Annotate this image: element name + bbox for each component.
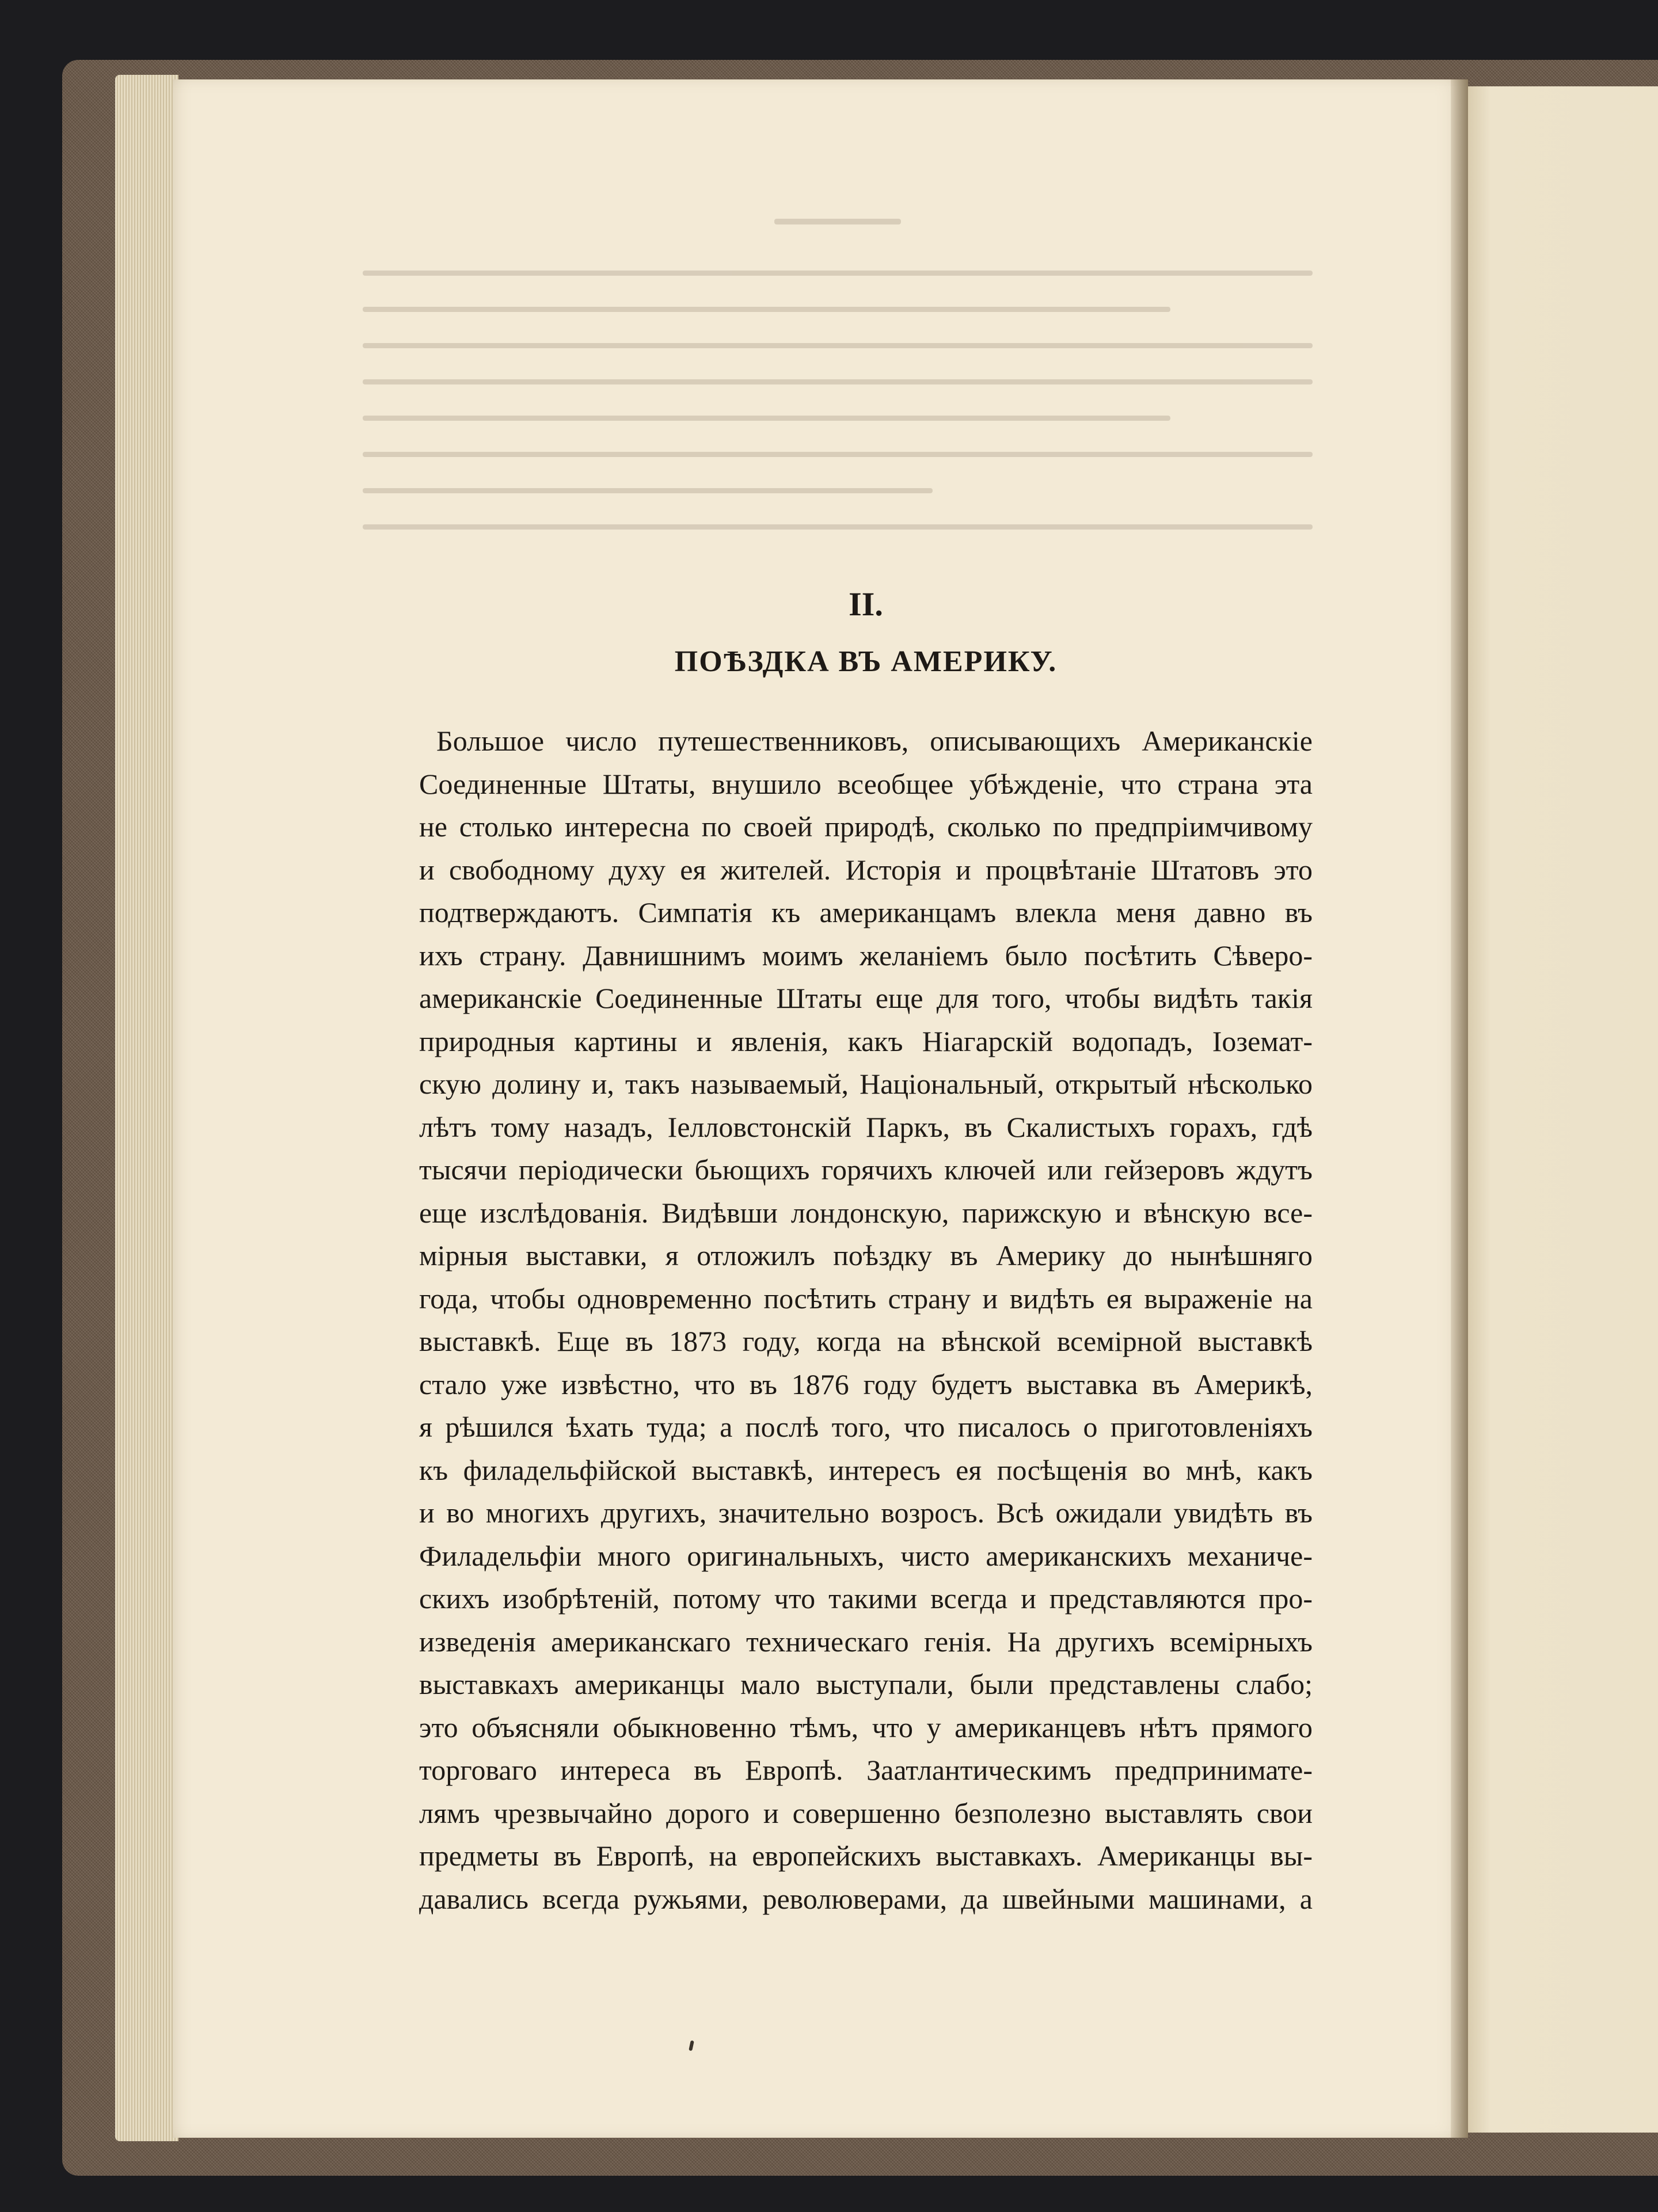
- text-block: [419, 581, 1313, 1920]
- text-line: не столько интересна по своей природѣ, сколько по предпріимчивому: [419, 810, 1313, 843]
- text-line: стало уже извѣстно, что въ 1876 году будетъ выставка въ Америкѣ,: [419, 1368, 1313, 1400]
- page-edges: [115, 75, 178, 2141]
- text-line: природныя картины и явленія, какъ Ніагарскій водопадъ, Іоземат-: [419, 1025, 1313, 1057]
- facing-page: [1468, 86, 1658, 2133]
- text-line: скихъ изобрѣтеній, потому что такими всегда и представляются про-: [419, 1582, 1313, 1615]
- text-line: лямъ чрезвычайно дорого и совершенно безполезно выставлять свои: [419, 1796, 1313, 1829]
- text-line: подтверждаютъ. Симпатія къ американцамъ влекла меня давно въ: [419, 896, 1313, 928]
- text-line: американскіе Соединенные Штаты еще для того, чтобы видѣть такія: [419, 982, 1313, 1014]
- text-line: давались всегда ружьями, революверами, да швейными машинами, а: [419, 1882, 1313, 1915]
- text-line: торговаго интереса въ Европѣ. Заатлантическимъ предпринимате-: [419, 1754, 1313, 1786]
- text-line: лѣтъ тому назадъ, Іелловстонскій Паркъ, въ Скалистыхъ горахъ, гдѣ: [419, 1110, 1313, 1143]
- text-line: Большое число путешественниковъ, описывающихъ Американскіе: [436, 725, 1313, 757]
- text-line: это объясняли обыкновенно тѣмъ, что у американцевъ нѣтъ прямого: [419, 1711, 1313, 1743]
- show-through-text: [363, 219, 1313, 610]
- text-line: предметы въ Европѣ, на европейскихъ выставкахъ. Американцы вы-: [419, 1840, 1313, 1872]
- text-line: и во многихъ другихъ, значительно возросъ. Всѣ ожидали увидѣть въ: [419, 1497, 1313, 1529]
- text-line: къ филадельфійской выставкѣ, интересъ ея посѣщенія во мнѣ, какъ: [419, 1453, 1313, 1486]
- text-line: я рѣшился ѣхать туда; а послѣ того, что писалось о приготовленіяхъ: [419, 1411, 1313, 1443]
- section-title: ПОѢЗДКА ВЪ АМЕРИКУ.: [674, 645, 1058, 678]
- text-line: еще изслѣдованія. Видѣвши лондонскую, парижскую и вѣнскую все-: [419, 1196, 1313, 1229]
- text-line: года, чтобы одновременно посѣтить страну и видѣть ея выраженіе на: [419, 1282, 1313, 1315]
- text-line: Филадельфіи много оригинальныхъ, чисто американскихъ механиче-: [419, 1539, 1313, 1572]
- body-paragraph: [419, 719, 1313, 1920]
- text-line: и свободному духу ея жителей. Исторія и процвѣтаніе Штатовъ это: [419, 853, 1313, 886]
- page-gutter: [1451, 79, 1468, 2138]
- text-line: скую долину и, такъ называемый, Національный, открытый нѣсколько: [419, 1068, 1313, 1100]
- text-line: ихъ страну. Давнишнимъ моимъ желаніемъ было посѣтить Сѣверо-: [419, 939, 1313, 972]
- section-number: II.: [849, 585, 883, 623]
- text-line: выставкѣ. Еще въ 1873 году, когда на вѣнской всемірной выставкѣ: [419, 1325, 1313, 1357]
- text-line: изведенія американскаго техническаго генія. На другихъ всемірныхъ: [419, 1625, 1313, 1658]
- text-line: мірныя выставки, я отложилъ поѣздку въ Америку до нынѣшняго: [419, 1239, 1313, 1271]
- text-line: тысячи періодически бьющихъ горячихъ ключей или гейзеровъ ждутъ: [419, 1153, 1313, 1186]
- text-line: Соединенные Штаты, внушило всеобщее убѣжденіе, что страна эта: [419, 767, 1313, 800]
- text-line: выставкахъ американцы мало выступали, были представлены слабо;: [419, 1668, 1313, 1700]
